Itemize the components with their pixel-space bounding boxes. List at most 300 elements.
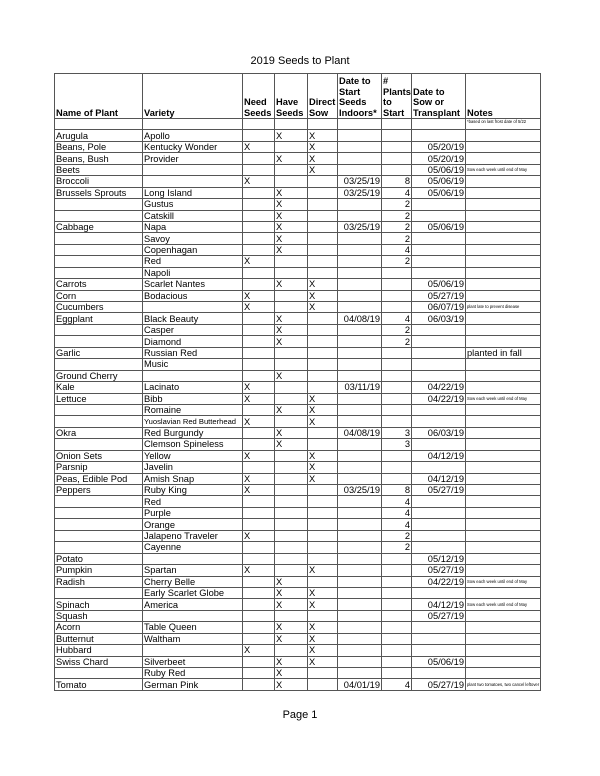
table-row — [55, 302, 541, 313]
cell-plant-name — [55, 439, 143, 450]
cell-plant-name — [55, 496, 143, 507]
cell-start-indoors — [338, 119, 382, 130]
cell-variety: Javelin — [143, 462, 243, 473]
cell-notes — [466, 233, 541, 244]
cell-direct-sow — [308, 336, 338, 347]
cell-start-indoors — [338, 450, 382, 461]
cell-plants-to-start — [382, 290, 412, 301]
cell-variety: Bodacious — [143, 290, 243, 301]
cell-notes: Sow each week until end of May — [466, 164, 541, 175]
table-row — [55, 496, 541, 507]
cell-variety: Red Burgundy — [143, 427, 243, 438]
cell-have-seeds — [275, 496, 308, 507]
cell-notes — [466, 668, 541, 679]
table-row — [55, 210, 541, 221]
cell-start-indoors — [338, 439, 382, 450]
cell-plants-to-start — [382, 656, 412, 667]
cell-have-seeds — [275, 176, 308, 187]
cell-start-indoors — [338, 587, 382, 598]
cell-need-seeds — [243, 610, 275, 621]
cell-notes — [466, 382, 541, 393]
table-header-row — [55, 74, 541, 119]
cell-plants-to-start — [382, 462, 412, 473]
cell-sow-transplant — [412, 633, 466, 644]
cell-plants-to-start — [382, 302, 412, 313]
document-title: 2019 Seeds to Plant — [250, 55, 350, 67]
header-direct-sow: Direct Sow — [308, 74, 338, 119]
cell-variety — [143, 302, 243, 313]
cell-plant-name: Arugula — [55, 130, 143, 141]
cell-sow-transplant: 04/22/19 — [412, 393, 466, 404]
cell-start-indoors — [338, 256, 382, 267]
cell-plant-name: Peppers — [55, 485, 143, 496]
cell-variety: Ruby Red — [143, 668, 243, 679]
cell-variety: Music — [143, 359, 243, 370]
cell-have-seeds: X — [275, 313, 308, 324]
cell-plant-name — [55, 416, 143, 427]
cell-need-seeds — [243, 336, 275, 347]
cell-notes — [466, 622, 541, 633]
cell-plant-name: Brussels Sprouts — [55, 187, 143, 198]
cell-need-seeds — [243, 553, 275, 564]
cell-variety: Provider — [143, 153, 243, 164]
cell-variety — [143, 610, 243, 621]
cell-have-seeds: X — [275, 668, 308, 679]
cell-notes — [466, 439, 541, 450]
cell-need-seeds — [243, 359, 275, 370]
cell-plants-to-start — [382, 473, 412, 484]
cell-plants-to-start — [382, 164, 412, 175]
cell-plants-to-start: 2 — [382, 199, 412, 210]
cell-start-indoors — [338, 645, 382, 656]
cell-notes — [466, 267, 541, 278]
cell-plant-name: Radish — [55, 576, 143, 587]
cell-need-seeds — [243, 164, 275, 175]
cell-plant-name: Beans, Pole — [55, 141, 143, 152]
cell-have-seeds — [275, 267, 308, 278]
cell-variety: Casper — [143, 324, 243, 335]
cell-sow-transplant: 06/03/19 — [412, 313, 466, 324]
cell-variety: America — [143, 599, 243, 610]
cell-plants-to-start — [382, 633, 412, 644]
cell-plants-to-start: 3 — [382, 439, 412, 450]
cell-variety: Catskill — [143, 210, 243, 221]
cell-have-seeds — [275, 553, 308, 564]
cell-need-seeds — [243, 679, 275, 690]
page-number: Page 1 — [282, 709, 318, 721]
table-row — [55, 176, 541, 187]
cell-variety: Silverbeet — [143, 656, 243, 667]
table-row — [55, 668, 541, 679]
cell-plant-name: Broccoli — [55, 176, 143, 187]
cell-direct-sow: X — [308, 404, 338, 415]
cell-need-seeds: X — [243, 530, 275, 541]
cell-need-seeds — [243, 233, 275, 244]
cell-start-indoors: 04/01/19 — [338, 679, 382, 690]
cell-direct-sow: X — [308, 141, 338, 152]
cell-notes — [466, 507, 541, 518]
cell-direct-sow: X — [308, 656, 338, 667]
cell-plant-name: Carrots — [55, 279, 143, 290]
cell-plants-to-start: 8 — [382, 485, 412, 496]
cell-have-seeds — [275, 416, 308, 427]
cell-sow-transplant — [412, 622, 466, 633]
cell-plant-name — [55, 336, 143, 347]
cell-variety — [143, 370, 243, 381]
cell-plant-name: Squash — [55, 610, 143, 621]
cell-start-indoors — [338, 336, 382, 347]
cell-plants-to-start — [382, 141, 412, 152]
cell-direct-sow: X — [308, 599, 338, 610]
table-row — [55, 450, 541, 461]
cell-start-indoors — [338, 599, 382, 610]
cell-plant-name: Lettuce — [55, 393, 143, 404]
cell-sow-transplant — [412, 119, 466, 130]
cell-sow-transplant — [412, 462, 466, 473]
cell-sow-transplant: 05/06/19 — [412, 187, 466, 198]
cell-notes — [466, 141, 541, 152]
cell-variety: Lacinato — [143, 382, 243, 393]
table-row — [55, 416, 541, 427]
cell-plant-name — [55, 199, 143, 210]
cell-variety: Amish Snap — [143, 473, 243, 484]
cell-variety: Early Scarlet Globe — [143, 587, 243, 598]
cell-sow-transplant — [412, 587, 466, 598]
cell-have-seeds: X — [275, 336, 308, 347]
cell-need-seeds — [243, 633, 275, 644]
cell-direct-sow — [308, 244, 338, 255]
cell-variety: Savoy — [143, 233, 243, 244]
cell-need-seeds — [243, 347, 275, 358]
cell-start-indoors: 04/08/19 — [338, 427, 382, 438]
cell-notes — [466, 610, 541, 621]
cell-start-indoors — [338, 610, 382, 621]
cell-plant-name: Tomato — [55, 679, 143, 690]
cell-plant-name — [55, 404, 143, 415]
cell-direct-sow — [308, 210, 338, 221]
cell-notes — [466, 176, 541, 187]
cell-have-seeds — [275, 565, 308, 576]
cell-notes — [466, 256, 541, 267]
cell-variety: Romaine — [143, 404, 243, 415]
cell-have-seeds — [275, 519, 308, 530]
cell-plants-to-start: 2 — [382, 324, 412, 335]
cell-sow-transplant — [412, 507, 466, 518]
cell-plant-name — [55, 530, 143, 541]
cell-direct-sow: X — [308, 622, 338, 633]
cell-need-seeds — [243, 507, 275, 518]
cell-need-seeds — [243, 210, 275, 221]
cell-direct-sow — [308, 313, 338, 324]
cell-start-indoors — [338, 199, 382, 210]
table-row — [55, 530, 541, 541]
table-row — [55, 656, 541, 667]
cell-sow-transplant: 05/06/19 — [412, 164, 466, 175]
cell-have-seeds — [275, 347, 308, 358]
cell-plants-to-start: 8 — [382, 176, 412, 187]
cell-notes — [466, 199, 541, 210]
cell-sow-transplant: 05/06/19 — [412, 656, 466, 667]
cell-variety: Red — [143, 496, 243, 507]
cell-start-indoors — [338, 473, 382, 484]
table-row — [55, 427, 541, 438]
cell-plant-name — [55, 519, 143, 530]
cell-plants-to-start: 2 — [382, 221, 412, 232]
cell-need-seeds — [243, 668, 275, 679]
cell-plant-name: Spinach — [55, 599, 143, 610]
cell-have-seeds: X — [275, 279, 308, 290]
cell-need-seeds — [243, 153, 275, 164]
cell-start-indoors — [338, 668, 382, 679]
cell-have-seeds — [275, 485, 308, 496]
cell-direct-sow — [308, 519, 338, 530]
cell-start-indoors — [338, 553, 382, 564]
table-row — [55, 679, 541, 690]
cell-have-seeds: X — [275, 656, 308, 667]
cell-notes — [466, 587, 541, 598]
cell-start-indoors: 03/25/19 — [338, 187, 382, 198]
cell-have-seeds: X — [275, 199, 308, 210]
cell-sow-transplant — [412, 542, 466, 553]
cell-plant-name: Peas, Edible Pod — [55, 473, 143, 484]
cell-have-seeds: X — [275, 587, 308, 598]
cell-variety: Scarlet Nantes — [143, 279, 243, 290]
cell-plants-to-start — [382, 267, 412, 278]
cell-plants-to-start — [382, 668, 412, 679]
cell-need-seeds — [243, 279, 275, 290]
table-row — [55, 347, 541, 358]
cell-plants-to-start — [382, 393, 412, 404]
cell-have-seeds: X — [275, 187, 308, 198]
cell-sow-transplant: 05/20/19 — [412, 141, 466, 152]
cell-have-seeds: X — [275, 404, 308, 415]
cell-sow-transplant: 04/12/19 — [412, 450, 466, 461]
cell-have-seeds: X — [275, 210, 308, 221]
table-row — [55, 359, 541, 370]
cell-need-seeds: X — [243, 256, 275, 267]
cell-have-seeds — [275, 645, 308, 656]
cell-have-seeds — [275, 462, 308, 473]
cell-notes — [466, 565, 541, 576]
cell-sow-transplant — [412, 645, 466, 656]
cell-variety — [143, 119, 243, 130]
cell-direct-sow — [308, 119, 338, 130]
cell-plant-name: Beans, Bush — [55, 153, 143, 164]
cell-plants-to-start — [382, 382, 412, 393]
cell-have-seeds — [275, 119, 308, 130]
header-plants-to-start: # Plants to Start — [382, 74, 412, 119]
cell-start-indoors — [338, 404, 382, 415]
cell-plants-to-start: 4 — [382, 507, 412, 518]
cell-direct-sow — [308, 496, 338, 507]
cell-need-seeds: X — [243, 485, 275, 496]
cell-have-seeds — [275, 450, 308, 461]
cell-start-indoors — [338, 462, 382, 473]
cell-plants-to-start — [382, 130, 412, 141]
cell-direct-sow — [308, 610, 338, 621]
cell-sow-transplant: 06/07/19 — [412, 302, 466, 313]
cell-plants-to-start — [382, 565, 412, 576]
cell-sow-transplant: 05/12/19 — [412, 553, 466, 564]
cell-sow-transplant: 04/22/19 — [412, 576, 466, 587]
cell-notes: plant two tomatoes, two cancel leftover — [466, 679, 541, 690]
cell-plant-name — [55, 507, 143, 518]
table-row — [55, 141, 541, 152]
cell-have-seeds — [275, 164, 308, 175]
cell-notes — [466, 450, 541, 461]
cell-variety: Apollo — [143, 130, 243, 141]
table-row — [55, 153, 541, 164]
cell-start-indoors — [338, 302, 382, 313]
cell-sow-transplant: 06/03/19 — [412, 427, 466, 438]
table-row — [55, 610, 541, 621]
cell-direct-sow: X — [308, 153, 338, 164]
cell-need-seeds: X — [243, 473, 275, 484]
cell-direct-sow — [308, 542, 338, 553]
cell-direct-sow — [308, 507, 338, 518]
cell-need-seeds: X — [243, 565, 275, 576]
table-row — [55, 313, 541, 324]
cell-need-seeds: X — [243, 393, 275, 404]
cell-plants-to-start: 4 — [382, 496, 412, 507]
cell-sow-transplant: 05/06/19 — [412, 176, 466, 187]
cell-direct-sow — [308, 576, 338, 587]
table-row — [55, 336, 541, 347]
cell-notes — [466, 290, 541, 301]
cell-notes — [466, 462, 541, 473]
cell-notes — [466, 187, 541, 198]
cell-plant-name — [55, 244, 143, 255]
cell-plants-to-start: 2 — [382, 210, 412, 221]
cell-variety: Black Beauty — [143, 313, 243, 324]
cell-start-indoors — [338, 233, 382, 244]
cell-have-seeds: X — [275, 370, 308, 381]
cell-sow-transplant: 05/27/19 — [412, 485, 466, 496]
cell-plants-to-start — [382, 416, 412, 427]
cell-start-indoors — [338, 267, 382, 278]
seed-planting-table — [54, 73, 541, 691]
cell-notes — [466, 633, 541, 644]
cell-need-seeds — [243, 370, 275, 381]
cell-have-seeds — [275, 302, 308, 313]
cell-plants-to-start — [382, 587, 412, 598]
table-row — [55, 645, 541, 656]
cell-sow-transplant — [412, 359, 466, 370]
cell-need-seeds: X — [243, 176, 275, 187]
header-name-of-plant: Name of Plant — [55, 74, 143, 119]
cell-start-indoors — [338, 576, 382, 587]
cell-sow-transplant: 05/20/19 — [412, 153, 466, 164]
cell-start-indoors — [338, 530, 382, 541]
table-row — [55, 462, 541, 473]
cell-variety: Kentucky Wonder — [143, 141, 243, 152]
cell-sow-transplant: 05/27/19 — [412, 290, 466, 301]
table-row — [55, 324, 541, 335]
cell-sow-transplant: 04/12/19 — [412, 473, 466, 484]
cell-start-indoors — [338, 393, 382, 404]
cell-have-seeds — [275, 610, 308, 621]
cell-have-seeds: X — [275, 427, 308, 438]
cell-direct-sow — [308, 427, 338, 438]
cell-have-seeds: X — [275, 221, 308, 232]
table-row — [55, 404, 541, 415]
cell-notes — [466, 485, 541, 496]
cell-variety: German Pink — [143, 679, 243, 690]
cell-start-indoors — [338, 416, 382, 427]
cell-plant-name: Garlic — [55, 347, 143, 358]
cell-start-indoors — [338, 347, 382, 358]
cell-start-indoors — [338, 324, 382, 335]
cell-have-seeds: X — [275, 633, 308, 644]
cell-plant-name: Corn — [55, 290, 143, 301]
cell-notes: Sow each week until end of May — [466, 393, 541, 404]
cell-have-seeds: X — [275, 153, 308, 164]
cell-direct-sow — [308, 679, 338, 690]
cell-have-seeds — [275, 473, 308, 484]
cell-plant-name: Hubbard — [55, 645, 143, 656]
cell-need-seeds — [243, 267, 275, 278]
cell-sow-transplant — [412, 496, 466, 507]
cell-plant-name — [55, 210, 143, 221]
cell-direct-sow: X — [308, 279, 338, 290]
cell-need-seeds — [243, 427, 275, 438]
cell-start-indoors — [338, 542, 382, 553]
table-row — [55, 290, 541, 301]
cell-sow-transplant — [412, 336, 466, 347]
cell-plants-to-start: 4 — [382, 244, 412, 255]
cell-plants-to-start — [382, 450, 412, 461]
cell-plant-name — [55, 542, 143, 553]
header-notes: Notes — [466, 74, 541, 119]
cell-plants-to-start — [382, 622, 412, 633]
cell-need-seeds — [243, 587, 275, 598]
cell-need-seeds — [243, 462, 275, 473]
cell-direct-sow — [308, 267, 338, 278]
cell-notes — [466, 404, 541, 415]
cell-sow-transplant — [412, 519, 466, 530]
cell-plant-name — [55, 119, 143, 130]
cell-notes — [466, 370, 541, 381]
cell-start-indoors — [338, 290, 382, 301]
table-row — [55, 164, 541, 175]
cell-variety: Cayenne — [143, 542, 243, 553]
cell-direct-sow: X — [308, 302, 338, 313]
cell-have-seeds: X — [275, 679, 308, 690]
cell-plant-name: Kale — [55, 382, 143, 393]
cell-need-seeds: X — [243, 382, 275, 393]
cell-direct-sow — [308, 324, 338, 335]
cell-need-seeds — [243, 199, 275, 210]
cell-need-seeds — [243, 622, 275, 633]
cell-sow-transplant — [412, 244, 466, 255]
header-have-seeds: Have Seeds — [275, 74, 308, 119]
table-row — [55, 267, 541, 278]
cell-direct-sow — [308, 256, 338, 267]
table-row — [55, 507, 541, 518]
cell-start-indoors — [338, 370, 382, 381]
cell-notes — [466, 519, 541, 530]
cell-start-indoors — [338, 656, 382, 667]
cell-plants-to-start: 2 — [382, 336, 412, 347]
cell-have-seeds — [275, 382, 308, 393]
cell-plants-to-start: 4 — [382, 187, 412, 198]
cell-plant-name: Beets — [55, 164, 143, 175]
cell-direct-sow: X — [308, 462, 338, 473]
cell-direct-sow — [308, 233, 338, 244]
cell-direct-sow: X — [308, 473, 338, 484]
cell-need-seeds — [243, 519, 275, 530]
cell-notes: Sow each week until end of May — [466, 576, 541, 587]
